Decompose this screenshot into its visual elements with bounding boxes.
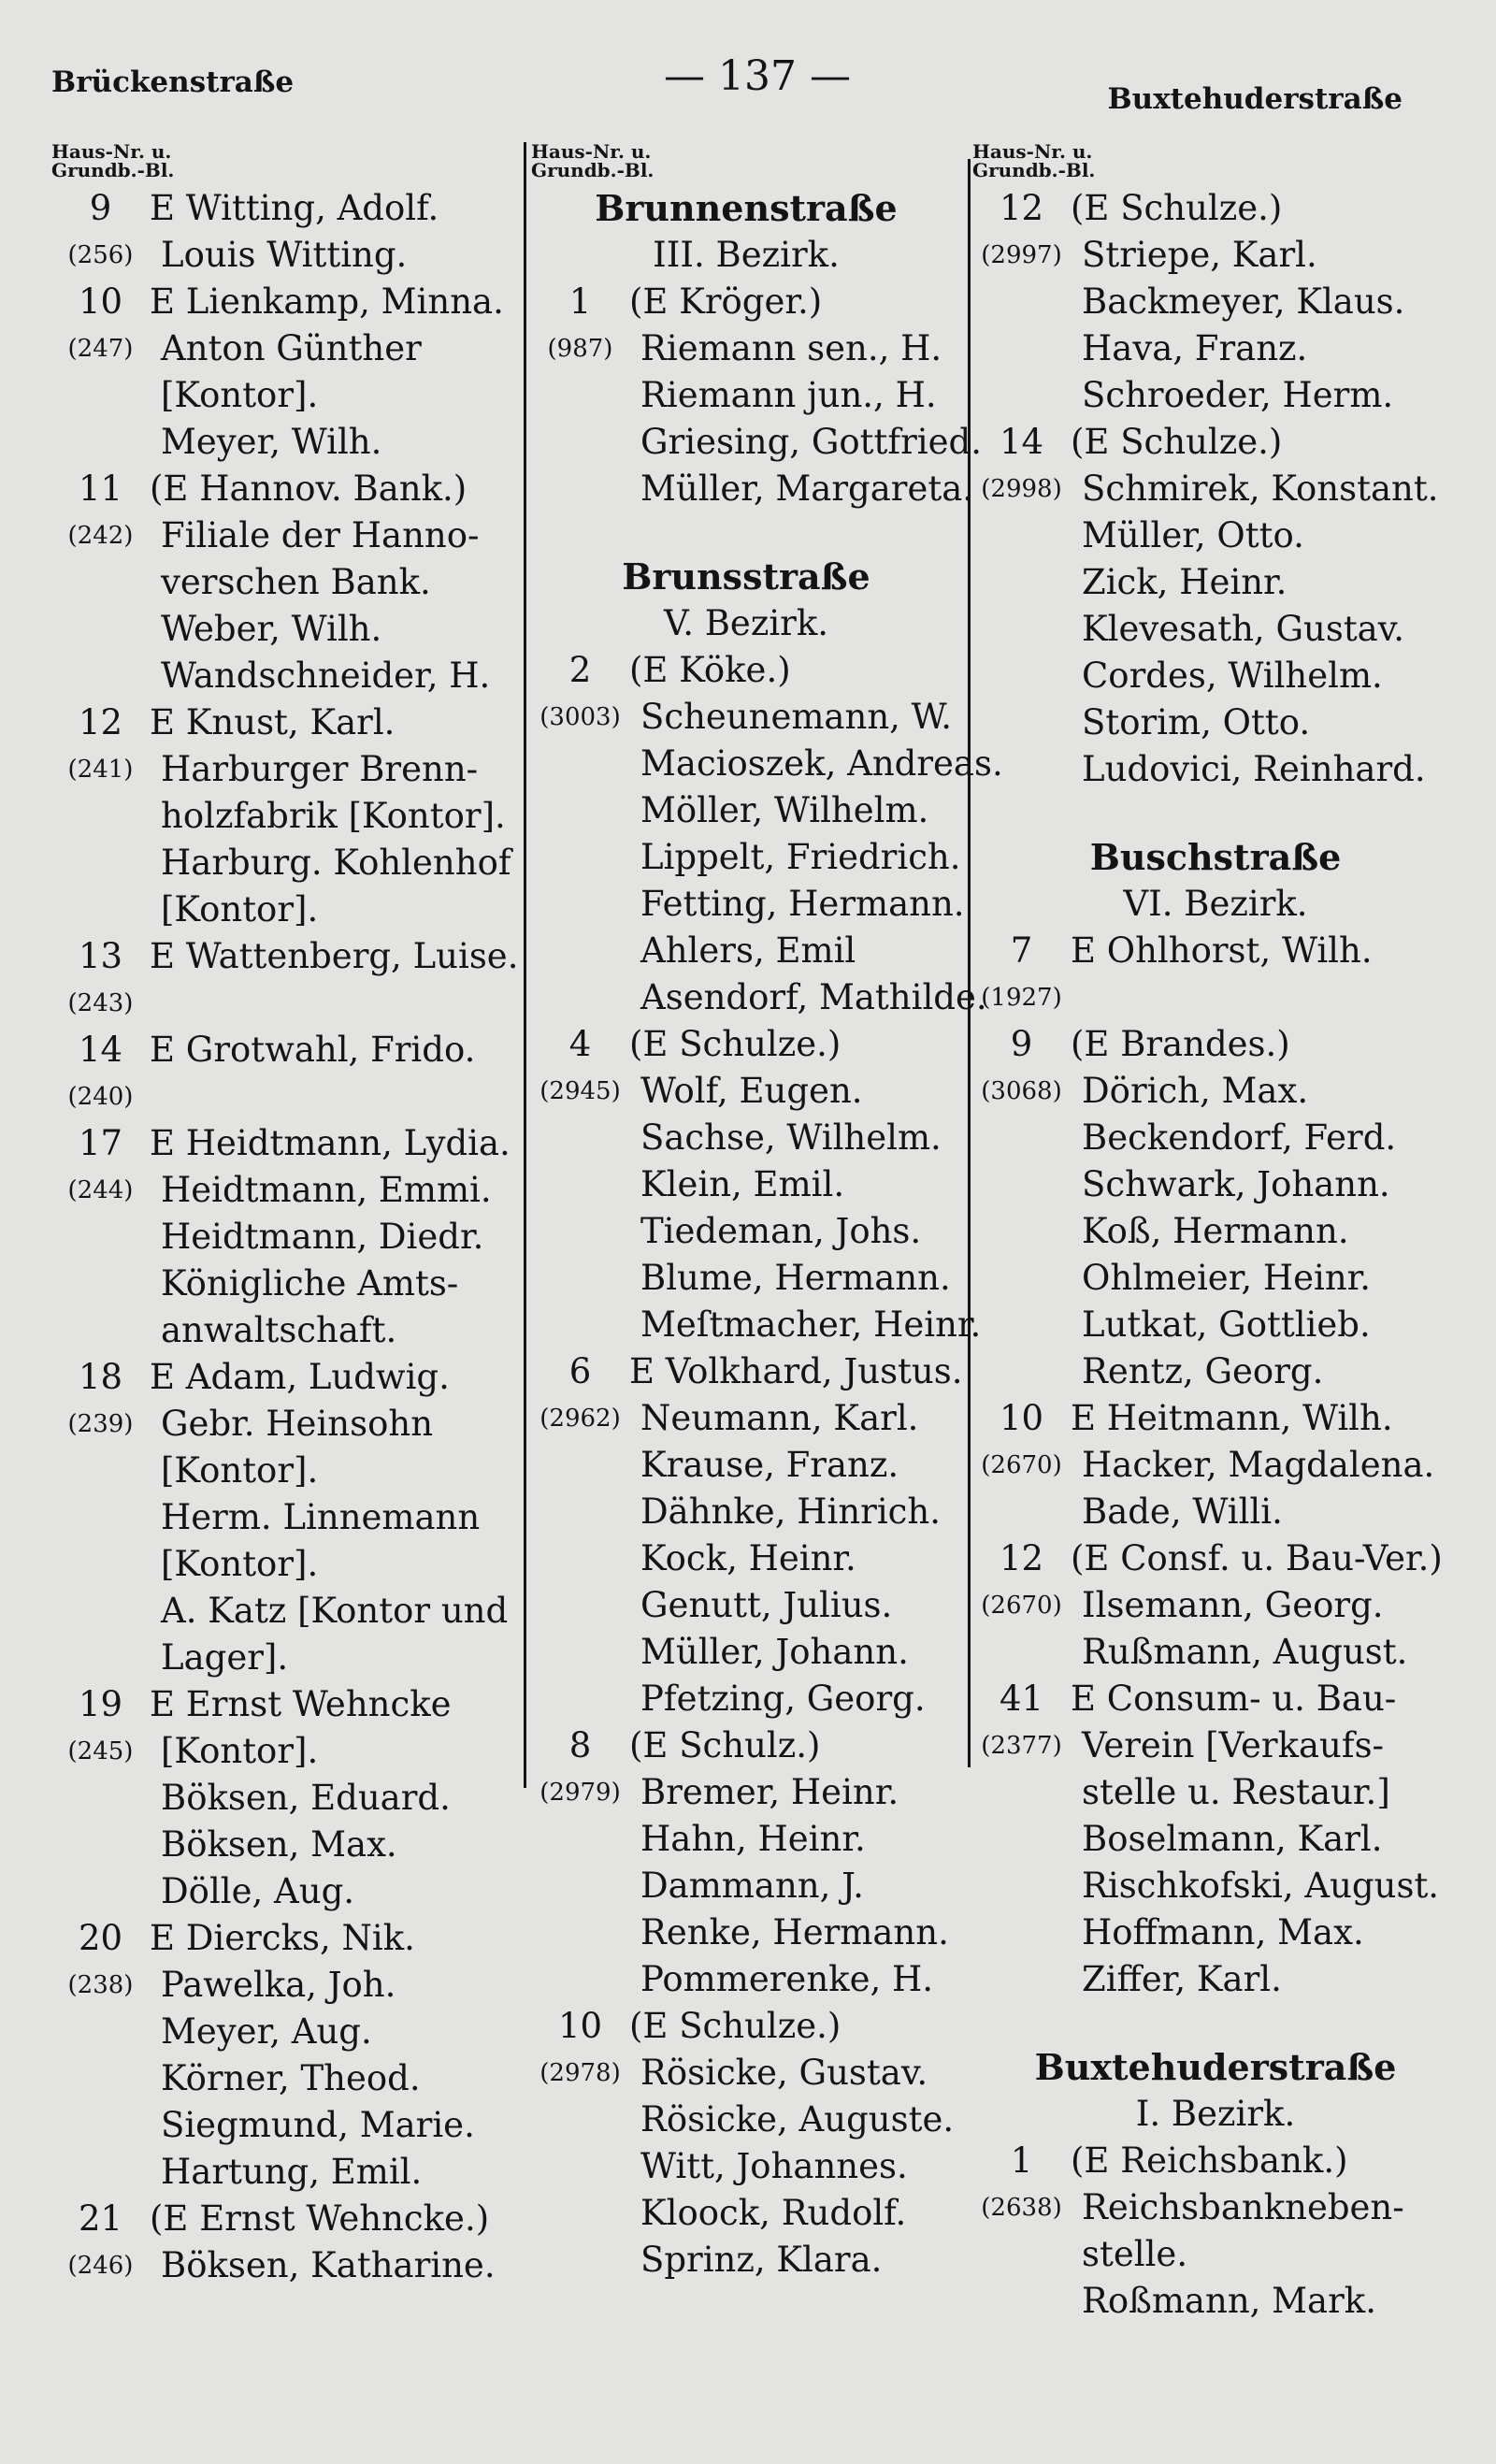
resident-line: Zick, Heinr.: [1082, 562, 1287, 602]
house-entry: [51, 1354, 519, 1681]
resident-line: Boselmann, Karl.: [1082, 1819, 1383, 1859]
resident-line: Scheunemann, W.: [640, 697, 952, 737]
resident-line: Cordes, Wilhelm.: [1082, 656, 1383, 696]
resident-line: E Knust, Karl.: [150, 702, 396, 742]
resident-line: Dähnke, Hinrich.: [640, 1491, 941, 1532]
resident-line: Ludovici, Reinhard.: [1082, 749, 1426, 789]
resident-line: [Kontor].: [161, 1450, 319, 1491]
resident-line: Heidtmann, Emmi.: [161, 1170, 492, 1210]
resident-line: Ilsemann, Georg.: [1082, 1585, 1384, 1625]
house-entry: [972, 1395, 1459, 1535]
resident-line: (E Köke.): [629, 650, 791, 690]
house-entry: [51, 2196, 519, 2289]
resident-line: Riemann jun., H.: [640, 375, 937, 415]
resident-line: Macioszek, Andreas.: [640, 743, 1003, 784]
resident-line: Königliche Amts-: [161, 1263, 459, 1304]
resident-line: Anton Günther: [161, 328, 422, 368]
resident-line: Striepe, Karl.: [1082, 235, 1317, 275]
directory-column-1: [51, 142, 519, 2289]
column-divider: [968, 159, 971, 1767]
column-heading-line: Grundb.-Bl.: [531, 159, 654, 181]
land-register-number: (2377): [981, 1732, 1062, 1760]
resident-line: Rösicke, Gustav.: [640, 2053, 928, 2093]
house-entry: [531, 1722, 961, 2003]
resident-line: Siegmund, Marie.: [161, 2105, 475, 2145]
house-number: 21: [78, 2198, 123, 2239]
resident-line: Verein [Verkaufs-: [1082, 1725, 1385, 1765]
house-entry: [51, 1027, 519, 1120]
page-number: — 137 —: [664, 52, 851, 100]
column-heading-line: Grundb.-Bl.: [51, 159, 175, 181]
resident-line: Blume, Hermann.: [640, 1258, 951, 1298]
land-register-number: (238): [67, 1971, 134, 1999]
resident-line: Böksen, Eduard.: [161, 1778, 451, 1818]
house-number: 7: [1010, 930, 1033, 971]
land-register-number: (239): [67, 1410, 134, 1438]
running-head-right: Buxtehuderstraße: [1107, 82, 1402, 116]
resident-line: E Ernst Wehncke: [150, 1684, 452, 1724]
resident-line: [1071, 974, 1459, 1021]
land-register-number: (2979): [539, 1779, 621, 1807]
land-register-number: (256): [67, 241, 134, 269]
resident-line: Lutkat, Gottlieb.: [1082, 1304, 1371, 1345]
resident-line: Böksen, Max.: [161, 1824, 397, 1865]
resident-line: Klevesath, Gustav.: [1082, 609, 1405, 649]
land-register-number: (1927): [981, 984, 1062, 1012]
resident-line: (E Kröger.): [629, 281, 823, 322]
resident-line: Schwark, Johann.: [1082, 1164, 1390, 1204]
resident-line: stelle.: [1082, 2234, 1188, 2274]
resident-line: Möller, Wilhelm.: [640, 790, 929, 830]
house-number: 20: [78, 1918, 123, 1958]
house-entry: [972, 185, 1459, 419]
resident-line: Meſtmacher, Heinr.: [640, 1304, 982, 1345]
resident-line: (E Reichsbank.): [1071, 2140, 1348, 2181]
resident-line: E Heitmann, Wilh.: [1071, 1398, 1393, 1438]
land-register-number: (987): [547, 335, 613, 363]
land-register-number: (241): [67, 756, 134, 784]
house-number: 4: [568, 1024, 592, 1064]
resident-line: Lippelt, Friedrich.: [640, 837, 961, 877]
resident-line: (E Brandes.): [1071, 1024, 1290, 1064]
resident-line: Wandschneider, H.: [161, 656, 491, 696]
land-register-number: (3003): [539, 703, 621, 731]
house-number: 13: [78, 936, 123, 976]
house-entry: [531, 2003, 961, 2284]
resident-line: (E Schulze.): [629, 2006, 842, 2046]
house-entry: [972, 1676, 1459, 2003]
house-number: 8: [568, 1725, 592, 1765]
resident-line: Beckendorf, Ferd.: [1082, 1117, 1397, 1158]
resident-line: E Heidtmann, Lydia.: [150, 1123, 511, 1163]
resident-line: Sachse, Wilhelm.: [640, 1117, 942, 1158]
land-register-number: (2945): [539, 1077, 621, 1105]
running-head-left: Brückenstraße: [51, 65, 295, 99]
house-entry: [51, 1120, 519, 1354]
resident-line: Harburger Brenn-: [161, 749, 479, 789]
resident-line: Louis Witting.: [161, 235, 408, 275]
house-entry: [531, 279, 982, 512]
house-entry: [972, 1535, 1459, 1676]
land-register-number: (246): [67, 2252, 134, 2280]
land-register-number: (247): [67, 335, 134, 363]
land-register-number: (2998): [981, 475, 1062, 503]
resident-line: Meyer, Wilh.: [161, 422, 382, 462]
resident-line: stelle u. Restaur.]: [1082, 1772, 1390, 1812]
resident-line: Dammann, J.: [640, 1866, 864, 1906]
land-register-number: (2638): [981, 2194, 1062, 2222]
resident-line: Bade, Willi.: [1082, 1491, 1283, 1532]
resident-line: Krause, Franz.: [640, 1445, 899, 1485]
resident-line: Koß, Hermann.: [1082, 1211, 1349, 1251]
resident-line: Ohlmeier, Heinr.: [1082, 1258, 1372, 1298]
column-heading-line: Haus-Nr. u.: [531, 140, 652, 163]
resident-line: anwaltschaft.: [161, 1310, 397, 1350]
resident-line: Pommerenke, H.: [640, 1959, 934, 1999]
resident-line: (E Schulze.): [629, 1024, 842, 1064]
house-number: 12: [999, 1538, 1044, 1578]
column-heading: [531, 142, 961, 180]
house-number: 9: [1010, 1024, 1033, 1064]
resident-line: Hartung, Emil.: [161, 2152, 423, 2192]
street-heading: Buxtehuderstraße: [1034, 2046, 1397, 2088]
land-register-number: (240): [67, 1083, 134, 1111]
resident-line: Wolf, Eugen.: [640, 1071, 863, 1111]
house-entry: [531, 647, 1003, 1021]
resident-line: Storim, Otto.: [1082, 702, 1311, 742]
house-number: 10: [78, 281, 123, 322]
resident-line: E Consum- u. Bau-: [1071, 1679, 1397, 1719]
house-number: 12: [999, 188, 1044, 228]
house-number: 1: [568, 281, 592, 322]
resident-line: (E Schulze.): [1071, 188, 1283, 228]
resident-line: [Kontor].: [161, 1731, 319, 1771]
land-register-number: (2978): [539, 2059, 621, 2087]
resident-line: Pfetzing, Georg.: [640, 1679, 926, 1719]
district-label: V. Bezirk.: [663, 603, 829, 643]
resident-line: Harburg. Kohlenhof: [161, 843, 511, 883]
page-header: [0, 52, 1496, 116]
house-entry: [972, 1021, 1459, 1395]
resident-line: Rußmann, August.: [1082, 1632, 1408, 1672]
resident-line: Neumann, Karl.: [640, 1398, 919, 1438]
house-number: 41: [999, 1679, 1044, 1719]
resident-line: Böksen, Katharine.: [161, 2245, 496, 2285]
resident-line: Schmirek, Konstant.: [1082, 468, 1439, 509]
house-entry: [531, 1021, 982, 1348]
house-number: 10: [999, 1398, 1044, 1438]
resident-line: Backmeyer, Klaus.: [1082, 281, 1405, 322]
house-entry: [51, 699, 519, 933]
column-heading-line: Haus-Nr. u.: [972, 140, 1093, 163]
land-register-number: (244): [67, 1176, 134, 1204]
land-register-number: (3068): [981, 1077, 1062, 1105]
house-number: 1: [1010, 2140, 1033, 2181]
house-number: 18: [78, 1357, 123, 1397]
resident-line: [Kontor].: [161, 375, 319, 415]
land-register-number: (2670): [981, 1592, 1062, 1620]
resident-line: Ahlers, Emil: [640, 930, 856, 971]
column-heading-line: Grundb.-Bl.: [972, 159, 1096, 181]
resident-line: Weber, Wilh.: [161, 609, 382, 649]
resident-line: Körner, Theod.: [161, 2058, 421, 2098]
directory-column-2: [531, 140, 1003, 2284]
house-entry: [972, 2138, 1459, 2325]
house-entry: [972, 928, 1459, 1021]
resident-line: [Kontor].: [161, 889, 319, 929]
resident-line: Hava, Franz.: [1082, 328, 1308, 368]
resident-line: Bremer, Heinr.: [640, 1772, 899, 1812]
street-heading: Buschstraße: [1089, 836, 1342, 878]
resident-line: (E Hannov. Bank.): [150, 468, 468, 509]
resident-line: Heidtmann, Diedr.: [161, 1217, 484, 1257]
column-heading: [972, 142, 1459, 180]
resident-line: Sprinz, Klara.: [640, 2240, 883, 2280]
house-entry: [51, 185, 519, 279]
resident-line: Genutt, Julius.: [640, 1585, 893, 1625]
resident-line: Hacker, Magdalena.: [1082, 1445, 1435, 1485]
resident-line: Klein, Emil.: [640, 1164, 845, 1204]
resident-line: Dörich, Max.: [1082, 1071, 1309, 1111]
house-entry: [972, 419, 1459, 793]
land-register-number: (2670): [981, 1451, 1062, 1479]
house-entry: [531, 1348, 961, 1722]
resident-line: Meyer, Aug.: [161, 2011, 372, 2052]
resident-line: Tiedeman, Johs.: [640, 1211, 922, 1251]
resident-line: E Lienkamp, Minna.: [150, 281, 504, 322]
resident-line: Pawelka, Joh.: [161, 1965, 396, 2005]
resident-line: Griesing, Gottfried.: [640, 422, 982, 462]
resident-line: [150, 1073, 519, 1120]
resident-line: Müller, Johann.: [640, 1632, 909, 1672]
resident-line: (E Schulz.): [629, 1725, 821, 1765]
district-label: VI. Bezirk.: [1123, 884, 1308, 924]
house-entry: [51, 933, 519, 1027]
column-heading-line: Haus-Nr. u.: [51, 140, 172, 163]
house-entry: [51, 1681, 519, 1915]
house-number: 10: [557, 2006, 603, 2046]
resident-line: Filiale der Hanno-: [161, 515, 480, 555]
directory-column-3: [972, 142, 1459, 2325]
resident-line: Hoffmann, Max.: [1082, 1912, 1364, 1952]
house-entry: [51, 1915, 519, 2196]
resident-line: Schroeder, Herm.: [1082, 375, 1394, 415]
land-register-number: (2962): [539, 1405, 621, 1433]
house-number: 12: [78, 702, 123, 742]
resident-line: E Witting, Adolf.: [150, 188, 439, 228]
house-entry: [51, 466, 519, 699]
house-number: 2: [568, 650, 592, 690]
resident-line: (E Consf. u. Bau-Ver.): [1071, 1538, 1443, 1578]
resident-line: E Wattenberg, Luise.: [150, 936, 519, 976]
district-label: III. Bezirk.: [653, 235, 840, 275]
house-number: 17: [78, 1123, 123, 1163]
resident-line: verschen Bank.: [161, 562, 431, 602]
resident-line: Rentz, Georg.: [1082, 1351, 1324, 1391]
resident-line: Gebr. Heinsohn: [161, 1404, 434, 1444]
house-number: 11: [78, 468, 123, 509]
house-entry: [51, 279, 519, 466]
house-number: 9: [89, 188, 112, 228]
house-number: 14: [78, 1030, 123, 1070]
resident-line: Witt, Johannes.: [640, 2146, 908, 2186]
resident-line: Dölle, Aug.: [161, 1871, 355, 1911]
resident-line: Fetting, Hermann.: [640, 884, 965, 924]
resident-line: Herm. Linnemann: [161, 1497, 481, 1537]
resident-line: E Adam, Ludwig.: [150, 1357, 450, 1397]
land-register-number: (245): [67, 1737, 134, 1765]
resident-line: A. Katz [Kontor und: [161, 1591, 509, 1631]
resident-line: E Grotwahl, Frido.: [150, 1030, 476, 1070]
resident-line: Asendorf, Mathilde.: [640, 977, 987, 1017]
resident-line: Müller, Margareta.: [640, 468, 974, 509]
resident-line: [150, 980, 519, 1027]
resident-line: E Ohlhorst, Wilh.: [1071, 930, 1373, 971]
land-register-number: (2997): [981, 241, 1062, 269]
resident-line: E Volkhard, Justus.: [629, 1351, 963, 1391]
resident-line: holzfabrik [Kontor].: [161, 796, 506, 836]
resident-line: E Diercks, Nik.: [150, 1918, 415, 1958]
resident-line: (E Schulze.): [1071, 422, 1283, 462]
land-register-number: (243): [67, 989, 134, 1017]
street-heading: Brunnenstraße: [595, 187, 898, 229]
resident-line: Renke, Hermann.: [640, 1912, 949, 1952]
house-number: 19: [78, 1684, 123, 1724]
resident-line: Müller, Otto.: [1082, 515, 1304, 555]
resident-line: [Kontor].: [161, 1544, 319, 1584]
resident-line: Reichsbankneben-: [1082, 2187, 1404, 2227]
house-number: 14: [999, 422, 1044, 462]
street-heading: Brunsstraße: [622, 555, 870, 598]
land-register-number: (242): [67, 522, 134, 550]
resident-line: Riemann sen., H.: [640, 328, 942, 368]
district-label: I. Bezirk.: [1135, 2094, 1296, 2134]
resident-line: Rösicke, Auguste.: [640, 2099, 955, 2140]
column-heading: [51, 142, 519, 180]
resident-line: Kock, Heinr.: [640, 1538, 856, 1578]
resident-line: Roßmann, Mark.: [1082, 2281, 1376, 2321]
house-number: 6: [568, 1351, 592, 1391]
resident-line: Kloock, Rudolf.: [640, 2193, 907, 2233]
resident-line: Ziffer, Karl.: [1082, 1959, 1282, 1999]
resident-line: Lager].: [161, 1637, 289, 1678]
resident-line: Hahn, Heinr.: [640, 1819, 866, 1859]
resident-line: (E Ernst Wehncke.): [150, 2198, 490, 2239]
column-divider: [524, 142, 526, 1788]
resident-line: Rischkofski, August.: [1082, 1866, 1440, 1906]
